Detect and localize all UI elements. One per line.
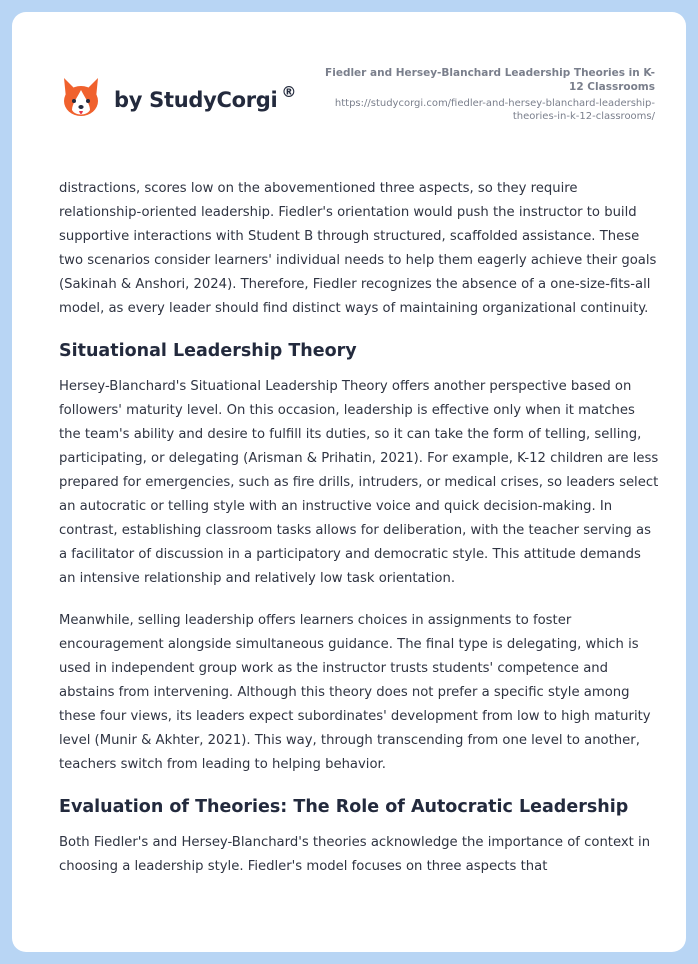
section-heading-situational: Situational Leadership Theory <box>59 341 357 361</box>
section-heading-evaluation: Evaluation of Theories: The Role of Autocratic Leadership <box>59 797 629 817</box>
paragraph: Meanwhile, selling leadership offers learners choices in assignments to foster encouragement alongside simultaneous guidance. The final type is delegating, which is used in independent group work as the instructor trusts students' competence and abstains from intervening. Although this theory does not prefer a specific style among these four views, its leaders expect subordinates' development from low to high maturity level (Munir & Akhter, 2021). This way, through transcending from one level to another, teachers switch from leading to helping behavior. <box>59 613 651 772</box>
document-url[interactable]: https://studycorgi.com/fiedler-and-hersey-blanchard-leadership-theories-in-k-12-classrooms/ <box>334 98 655 122</box>
brand-name: by StudyCorgi ® <box>114 83 297 112</box>
paragraph: Both Fiedler's and Hersey-Blanchard's theories acknowledge the importance of context in choosing a leadership style. Fiedler's model focuses on three aspects that <box>59 835 651 874</box>
paragraph: distractions, scores low on the abovementioned three aspects, so they require relationship-oriented leadership. Fiedler's orientation would push the instructor to build supportive interactions with Student B through structured, scaffolded assistance. These two scenarios consider learners' individual needs to help them eagerly achieve their goals (Sakinah & Anshori, 2024). Therefore, Fiedler recognizes the absence of a one-size-fits-all model, as every leader should find distinct ways of maintaining organizational continuity. <box>59 181 657 316</box>
document-title: Fiedler and Hersey-Blanchard Leadership Theories in K-12 Classrooms <box>325 67 655 93</box>
paragraph: Hersey-Blanchard's Situational Leadership Theory offers another perspective based on followers' maturity level. On this occasion, leadership is effective only when it matches the team's ability and desire to fulfill its duties, so it can take the form of telling, selling, participating, or delegating (Arisman & Prihatin, 2021). For example, K-12 children are less prepared for emergencies, such as fire drills, intruders, or medical crises, so leaders select an autocratic or telling style with an instructive voice and quick decision-making. In contrast, establishing classroom tasks allows for deliberation, with the teacher serving as a facilitator of discussion in a participatory and democratic style. This attitude demands an intensive relationship and relatively low task orientation. <box>59 379 659 586</box>
registered-mark: ® <box>281 83 297 101</box>
document-page <box>12 12 686 952</box>
document-meta <box>315 66 655 123</box>
studycorgi-logo[interactable] <box>60 76 296 120</box>
document-body <box>59 177 659 879</box>
corgi-icon <box>60 76 102 120</box>
